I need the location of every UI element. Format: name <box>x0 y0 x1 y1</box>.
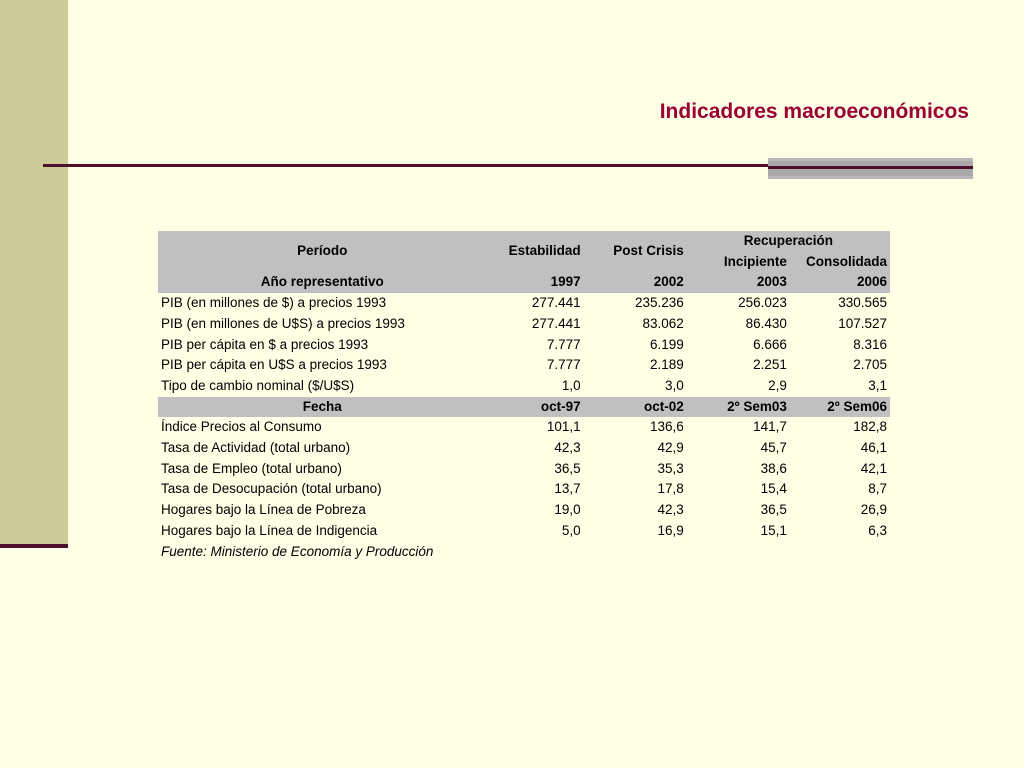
cell-value: 6.199 <box>649 336 684 352</box>
fecha-value: oct-02 <box>584 397 687 418</box>
table-row <box>158 293 890 314</box>
table-row <box>158 521 890 542</box>
row-label: Tasa de Desocupación (total urbano) <box>161 481 382 497</box>
table-row <box>158 417 890 438</box>
cell-value: 19,0 <box>554 502 581 518</box>
cell-value: 277.441 <box>531 295 581 311</box>
fecha-value: 2º Sem03 <box>687 397 790 418</box>
row-label: Hogares bajo la Línea de Indigencia <box>161 522 378 538</box>
cell-value: 5,0 <box>561 522 581 538</box>
table-row <box>158 459 890 480</box>
cell-value: 86.430 <box>745 315 787 331</box>
sidebar-accent <box>0 544 68 548</box>
cell-value: 46,1 <box>860 440 887 456</box>
cell-value: 16,9 <box>657 522 684 538</box>
cell-value: 42,1 <box>860 460 887 476</box>
header-row-years <box>158 272 890 293</box>
row-label: PIB (en millones de $) a precios 1993 <box>161 295 387 311</box>
cell-value: 15,1 <box>760 522 787 538</box>
macro-indicators-table <box>158 231 890 562</box>
cell-value: 8,7 <box>868 481 887 497</box>
cell-value: 107.527 <box>838 315 887 331</box>
title-rule-block <box>768 158 973 179</box>
cell-value: 42,3 <box>657 502 684 518</box>
header-row-1 <box>158 231 890 252</box>
header-anio-label: Año representativo <box>158 272 487 293</box>
cell-value: 2.251 <box>753 357 787 373</box>
cell-value: 2.705 <box>853 357 887 373</box>
cell-value: 36,5 <box>760 502 787 518</box>
table-row <box>158 438 890 459</box>
row-label: Tipo de cambio nominal ($/U$S) <box>161 377 355 393</box>
cell-value: 42,3 <box>554 440 581 456</box>
fecha-value: oct-97 <box>487 397 584 418</box>
fecha-value: 2º Sem06 <box>790 397 890 418</box>
table-row <box>158 335 890 356</box>
header-periodo: Período <box>158 231 487 272</box>
title-rule <box>43 164 768 167</box>
cell-value: 26,9 <box>860 502 887 518</box>
sidebar-bar <box>0 0 68 545</box>
cell-value: 6,3 <box>868 522 887 538</box>
cell-value: 45,7 <box>760 440 787 456</box>
header-incipiente: Incipiente <box>687 252 790 273</box>
cell-value: 2.189 <box>649 357 684 373</box>
row-label: Índice Precios al Consumo <box>161 419 322 435</box>
cell-value: 101,1 <box>546 419 581 435</box>
row-label: Tasa de Empleo (total urbano) <box>161 460 342 476</box>
table-row <box>158 314 890 335</box>
cell-value: 13,7 <box>554 481 581 497</box>
slide-title: Indicadores macroeconómicos <box>659 100 969 123</box>
cell-value: 15,4 <box>760 481 787 497</box>
cell-value: 2,9 <box>768 377 787 393</box>
cell-value: 35,3 <box>657 460 684 476</box>
cell-value: 277.441 <box>531 315 581 331</box>
cell-value: 42,9 <box>657 440 684 456</box>
cell-value: 8.316 <box>853 336 887 352</box>
header-year: 2003 <box>687 272 790 293</box>
row-label: PIB per cápita en $ a precios 1993 <box>161 336 369 352</box>
table-row <box>158 479 890 500</box>
header-year: 2006 <box>790 272 890 293</box>
cell-value: 7.777 <box>546 357 581 373</box>
cell-value: 7.777 <box>546 336 581 352</box>
cell-value: 36,5 <box>554 460 581 476</box>
cell-value: 136,6 <box>649 419 684 435</box>
cell-value: 83.062 <box>642 315 684 331</box>
row-label: Tasa de Actividad (total urbano) <box>161 440 351 456</box>
cell-value: 38,6 <box>760 460 787 476</box>
fecha-row <box>158 397 890 418</box>
source-row <box>158 542 890 563</box>
header-post-crisis: Post Crisis <box>584 231 687 272</box>
cell-value: 141,7 <box>753 419 787 435</box>
row-label: PIB (en millones de U$S) a precios 1993 <box>161 315 405 331</box>
fecha-label: Fecha <box>158 397 487 418</box>
table-row <box>158 376 890 397</box>
cell-value: 1,0 <box>561 377 581 393</box>
table-row <box>158 500 890 521</box>
header-year: 2002 <box>584 272 687 293</box>
row-label: PIB per cápita en U$S a precios 1993 <box>161 357 387 373</box>
cell-value: 330.565 <box>838 295 887 311</box>
cell-value: 235.236 <box>634 295 684 311</box>
header-estabilidad: Estabilidad <box>487 231 584 272</box>
cell-value: 17,8 <box>657 481 684 497</box>
header-consolidada: Consolidada <box>790 252 890 273</box>
source-note: Fuente: Ministerio de Economía y Producción <box>161 543 434 559</box>
cell-value: 3,1 <box>868 377 887 393</box>
cell-value: 256.023 <box>738 295 787 311</box>
header-year: 1997 <box>487 272 584 293</box>
cell-value: 3,0 <box>664 377 684 393</box>
table-row <box>158 355 890 376</box>
cell-value: 6.666 <box>753 336 787 352</box>
cell-value: 182,8 <box>853 419 887 435</box>
header-recuperacion: Recuperación <box>687 231 890 252</box>
row-label: Hogares bajo la Línea de Pobreza <box>161 502 366 518</box>
